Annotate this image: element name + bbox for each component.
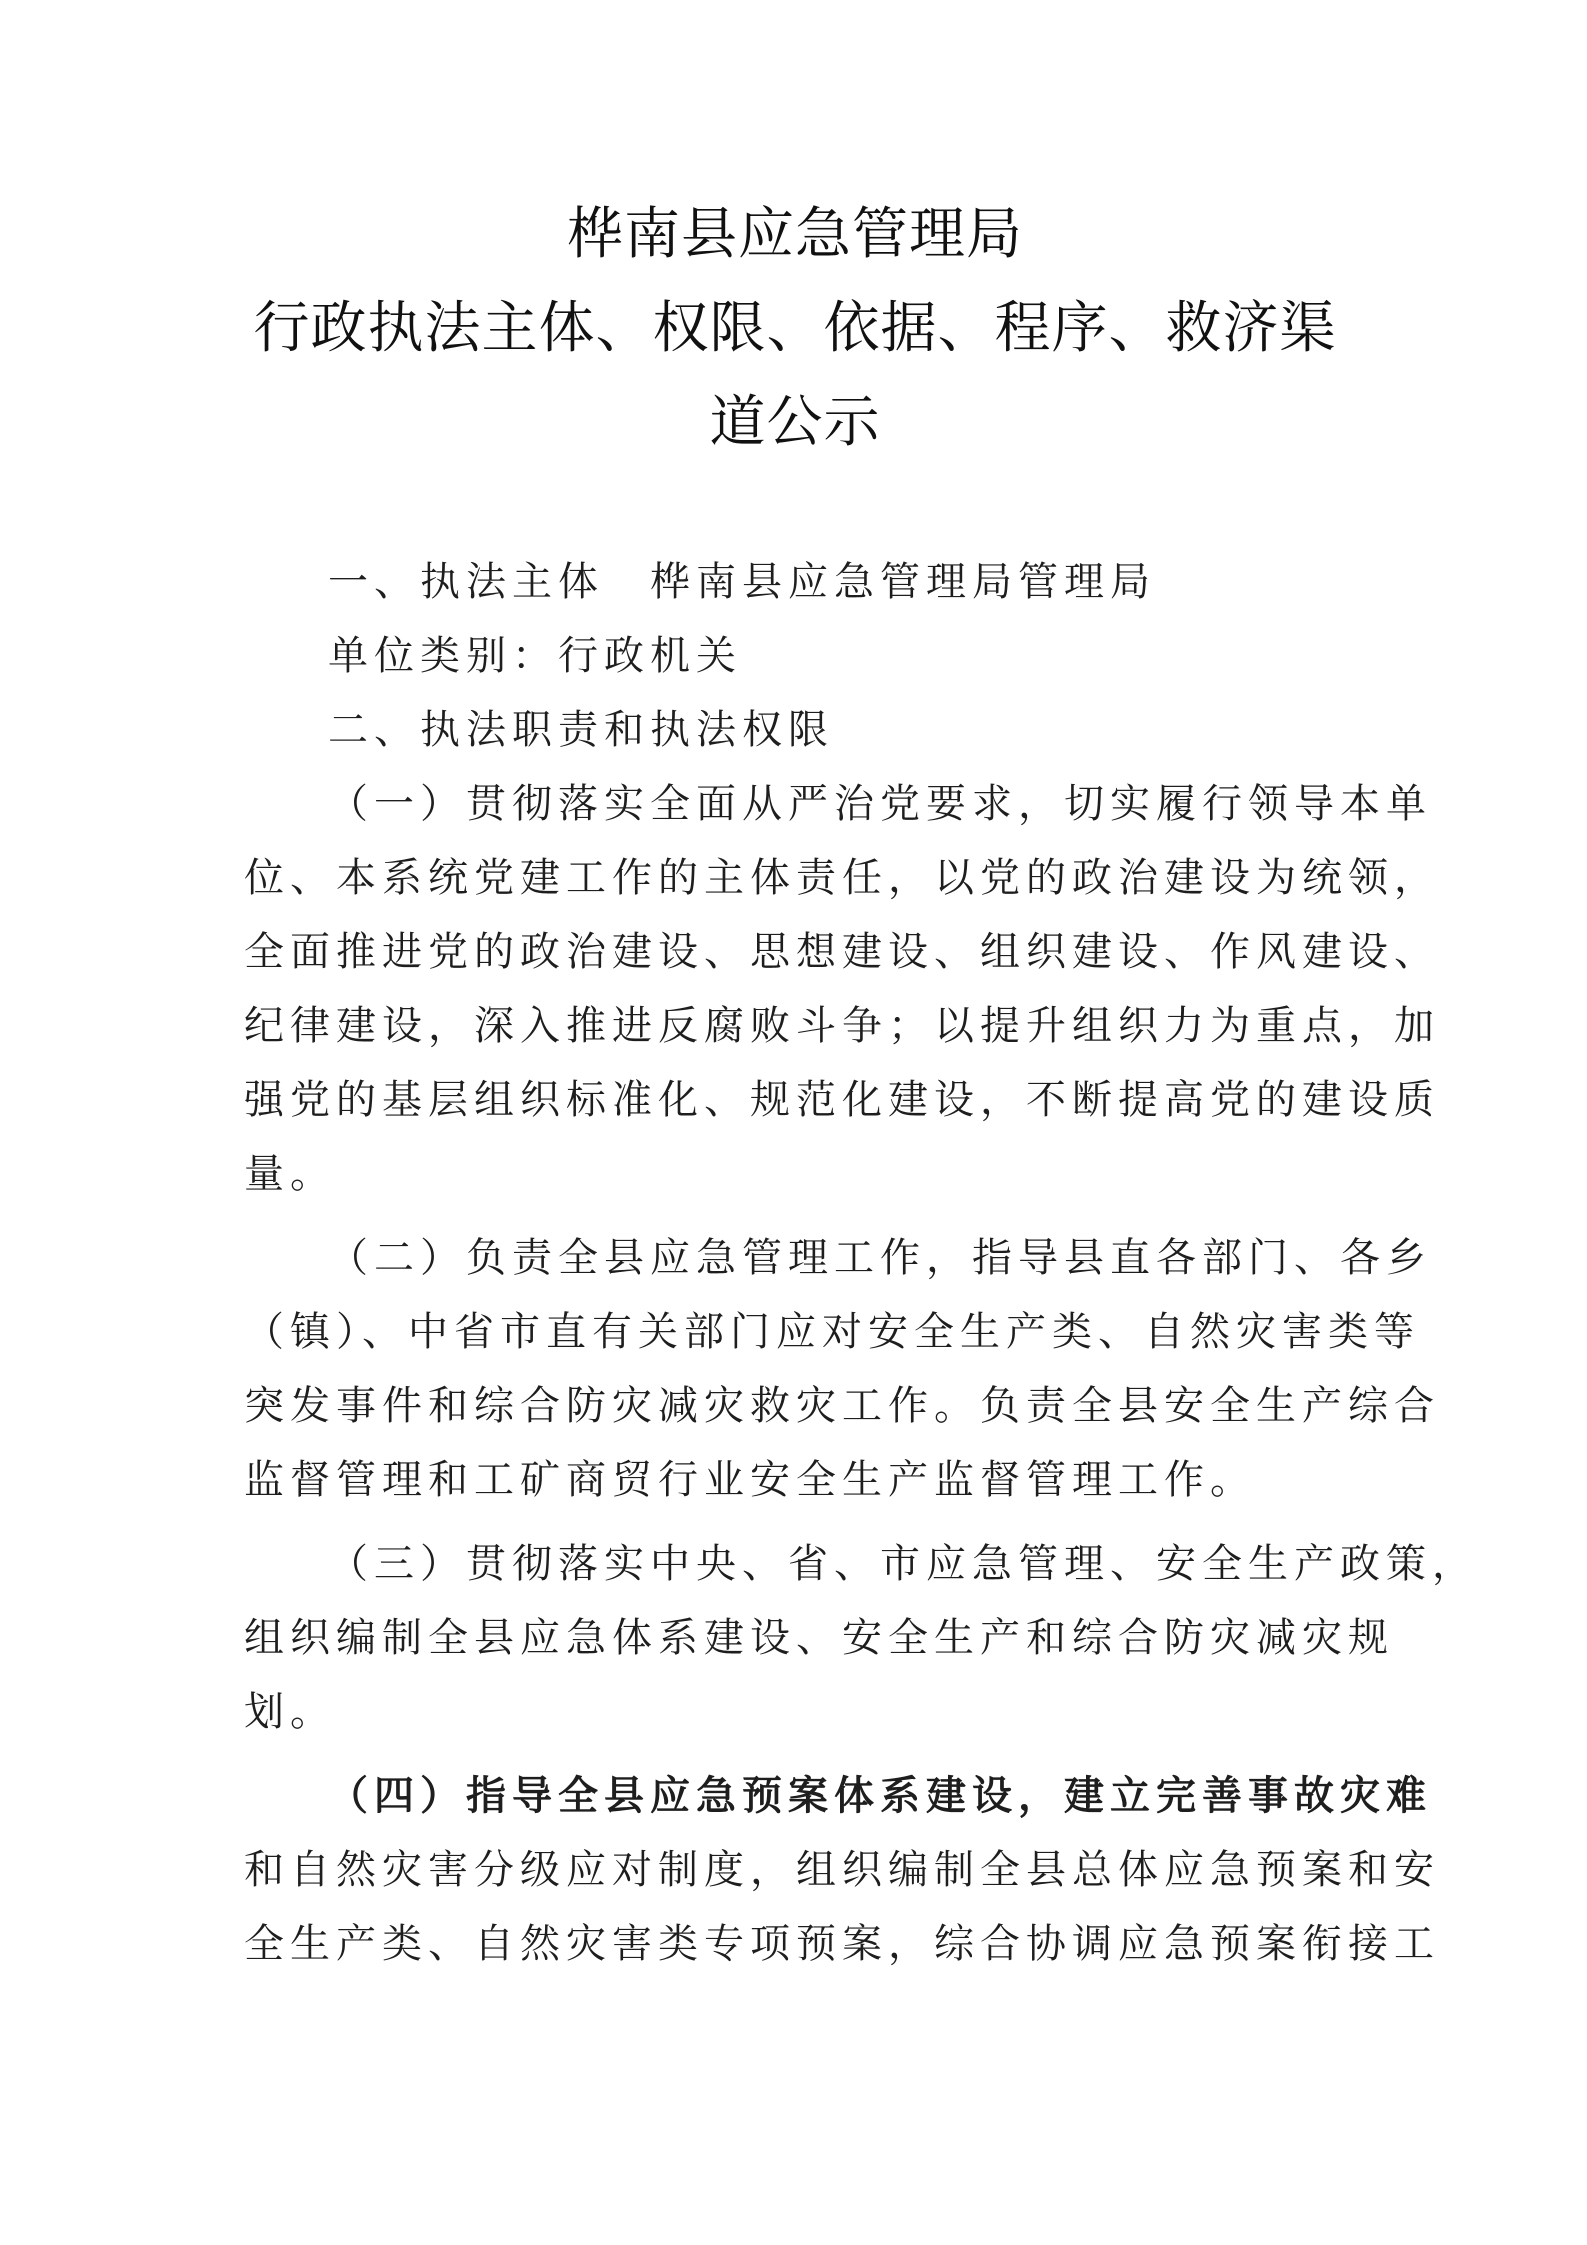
paragraph-line: 位、本系统党建工作的主体责任，以党的政治建设为统领， bbox=[244, 855, 1440, 901]
paragraph-line: 强党的基层组织标准化、规范化建设，不断提高党的建设质 bbox=[244, 1077, 1440, 1123]
section-1-heading: 一、执法主体 桦南县应急管理局管理局 bbox=[328, 559, 1156, 605]
unit-type: 单位类别：行政机关 bbox=[328, 633, 742, 679]
paragraph-line: 纪律建设，深入推进反腐败斗争；以提升组织力为重点，加 bbox=[244, 1003, 1440, 1049]
paragraph-line: 组织编制全县应急体系建设、安全生产和综合防灾减灾规 bbox=[244, 1615, 1394, 1661]
paragraph-line: （一）贯彻落实全面从严治党要求，切实履行领导本单 bbox=[328, 781, 1432, 827]
paragraph-line: （二）负责全县应急管理工作，指导县直各部门、各乡 bbox=[328, 1235, 1432, 1281]
title-line-3: 道公示 bbox=[709, 390, 881, 455]
document-body bbox=[244, 545, 1478, 1981]
paragraph-line: 量。 bbox=[244, 1151, 336, 1197]
paragraph-line: （镇）、中省市直有关部门应对安全生产类、自然灾害类等 bbox=[244, 1309, 1420, 1355]
paragraph-line: 全面推进党的政治建设、思想建设、组织建设、作风建设、 bbox=[244, 929, 1440, 975]
paragraph-line: 划。 bbox=[244, 1689, 336, 1735]
paragraph-line: 全生产类、自然灾害类专项预案，综合协调应急预案衔接工 bbox=[244, 1921, 1440, 1967]
document-title bbox=[240, 188, 1350, 470]
paragraph-line: 突发事件和综合防灾减灾救灾工作。负责全县安全生产综合 bbox=[244, 1383, 1440, 1429]
paragraph-item-3 bbox=[244, 1527, 1478, 1749]
paragraph-line: 监督管理和工矿商贸行业安全生产监督管理工作。 bbox=[244, 1457, 1256, 1503]
paragraph-line: （三）贯彻落实中央、省、市应急管理、安全生产政策， bbox=[328, 1541, 1478, 1587]
title-line-2: 行政执法主体、权限、依据、程序、救济渠 bbox=[253, 296, 1337, 361]
paragraph-item-2 bbox=[244, 1221, 1440, 1517]
section-2-heading: 二、执法职责和执法权限 bbox=[328, 707, 834, 753]
paragraph-line: （四）指导全县应急预案体系建设，建立完善事故灾难 bbox=[328, 1772, 1432, 1819]
paragraph-line: 和自然灾害分级应对制度，组织编制全县总体应急预案和安 bbox=[244, 1847, 1440, 1893]
paragraph-item-4 bbox=[244, 1759, 1440, 1981]
title-line-1: 桦南县应急管理局 bbox=[567, 202, 1023, 267]
paragraph-item-1 bbox=[244, 767, 1440, 1211]
